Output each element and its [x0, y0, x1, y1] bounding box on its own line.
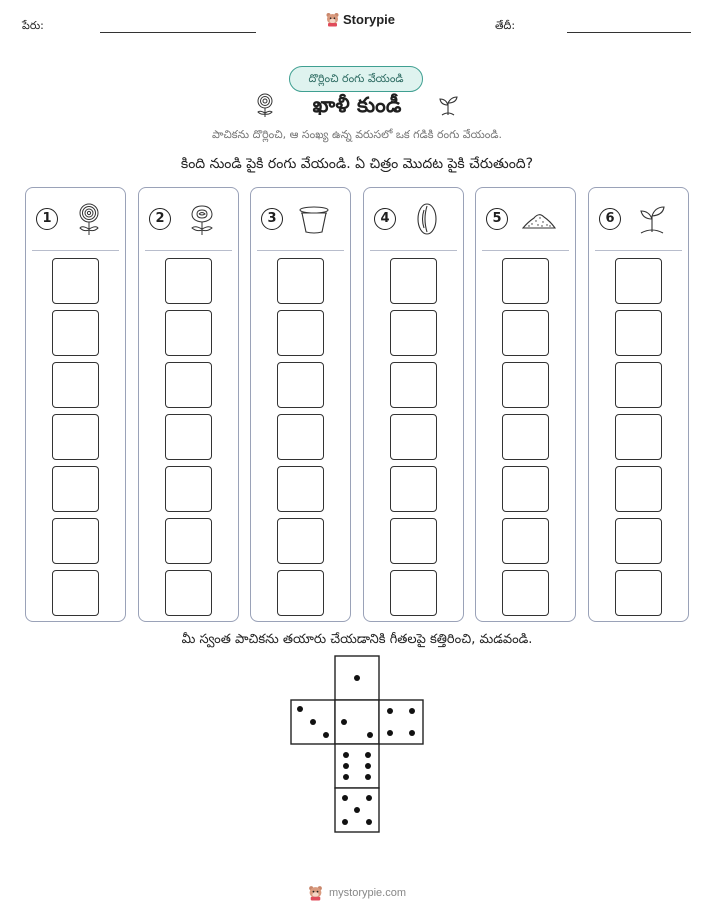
color-box[interactable]	[390, 518, 437, 564]
color-box[interactable]	[277, 570, 324, 616]
column-3	[250, 187, 351, 622]
column-header	[364, 188, 463, 250]
color-box[interactable]	[52, 258, 99, 304]
color-box[interactable]	[390, 310, 437, 356]
activity-badge: దొర్లించి రంగు వేయండి	[289, 66, 423, 92]
dice-net	[290, 655, 425, 835]
color-box[interactable]	[390, 466, 437, 512]
column-5	[475, 187, 576, 622]
name-label: పేరు:	[22, 19, 44, 32]
color-box[interactable]	[615, 518, 662, 564]
date-line	[567, 32, 691, 33]
column-4	[363, 187, 464, 622]
color-box[interactable]	[52, 518, 99, 564]
color-box[interactable]	[615, 258, 662, 304]
color-box[interactable]	[165, 414, 212, 460]
column-divider	[32, 250, 119, 251]
color-box[interactable]	[615, 466, 662, 512]
column-divider	[145, 250, 232, 251]
name-line	[100, 32, 256, 33]
column-header	[476, 188, 575, 250]
column-number: 4	[374, 208, 396, 230]
column-2	[138, 187, 239, 622]
color-box[interactable]	[165, 362, 212, 408]
sprout-icon	[635, 202, 669, 236]
column-header	[589, 188, 688, 250]
rose-flower-icon	[185, 202, 219, 236]
color-box[interactable]	[502, 310, 549, 356]
footer	[308, 885, 406, 901]
storypie-mascot-icon	[308, 885, 323, 901]
column-header	[139, 188, 238, 250]
empty-pot-icon	[297, 202, 331, 236]
dice-instruction: మీ స్వంత పాచికను తయారు చేయడానికి గీతలపై కత్తిరించి, మడవండి.	[181, 632, 533, 647]
soil-pile-icon	[522, 202, 556, 236]
color-box[interactable]	[277, 518, 324, 564]
column-number: 2	[149, 208, 171, 230]
column-1	[25, 187, 126, 622]
color-box[interactable]	[502, 518, 549, 564]
column-header	[251, 188, 350, 250]
color-box[interactable]	[502, 362, 549, 408]
column-number: 6	[599, 208, 621, 230]
column-6	[588, 187, 689, 622]
color-box[interactable]	[390, 258, 437, 304]
color-box[interactable]	[390, 570, 437, 616]
color-box[interactable]	[502, 466, 549, 512]
seed-icon	[410, 202, 444, 236]
color-box[interactable]	[502, 570, 549, 616]
column-divider	[370, 250, 457, 251]
date-label: తేదీ:	[495, 19, 516, 32]
column-number: 5	[486, 208, 508, 230]
color-box[interactable]	[615, 362, 662, 408]
color-box[interactable]	[52, 414, 99, 460]
marigold-flower-icon	[72, 202, 106, 236]
color-box[interactable]	[615, 310, 662, 356]
worksheet-question: కింది నుండి పైకి రంగు వేయండి. ఏ చిత్రం మొదట పైకి చేరుతుంది?	[180, 156, 534, 172]
color-box[interactable]	[390, 362, 437, 408]
color-box[interactable]	[165, 570, 212, 616]
storypie-mascot-icon	[326, 12, 339, 27]
column-number: 1	[36, 208, 58, 230]
column-divider	[257, 250, 344, 251]
color-box[interactable]	[277, 310, 324, 356]
color-box[interactable]	[615, 414, 662, 460]
column-number: 3	[261, 208, 283, 230]
color-box[interactable]	[52, 362, 99, 408]
die-face-four	[379, 700, 423, 744]
color-box[interactable]	[52, 466, 99, 512]
column-header	[26, 188, 125, 250]
footer-website[interactable]: mystorypie.com	[329, 887, 407, 899]
column-divider	[595, 250, 682, 251]
color-box[interactable]	[502, 414, 549, 460]
sprout-title-icon	[436, 93, 460, 117]
brand-logo	[326, 12, 395, 27]
worksheet-title: ఖాళీ కుండీ	[312, 93, 402, 117]
color-box[interactable]	[165, 466, 212, 512]
worksheet-subtitle: పాచికను దొర్లించి, ఆ సంఖ్య ఉన్న వరుసలో ఒక గడికి రంగు వేయండి.	[212, 128, 502, 141]
color-box[interactable]	[165, 258, 212, 304]
color-box[interactable]	[277, 466, 324, 512]
color-box[interactable]	[52, 310, 99, 356]
die-face-six	[335, 744, 379, 788]
color-box[interactable]	[615, 570, 662, 616]
color-box[interactable]	[277, 414, 324, 460]
color-box[interactable]	[390, 414, 437, 460]
color-box[interactable]	[165, 310, 212, 356]
color-box[interactable]	[165, 518, 212, 564]
color-box[interactable]	[52, 570, 99, 616]
column-divider	[482, 250, 569, 251]
brand-name: Storypie	[343, 12, 396, 27]
color-box[interactable]	[502, 258, 549, 304]
color-box[interactable]	[277, 362, 324, 408]
color-box[interactable]	[277, 258, 324, 304]
